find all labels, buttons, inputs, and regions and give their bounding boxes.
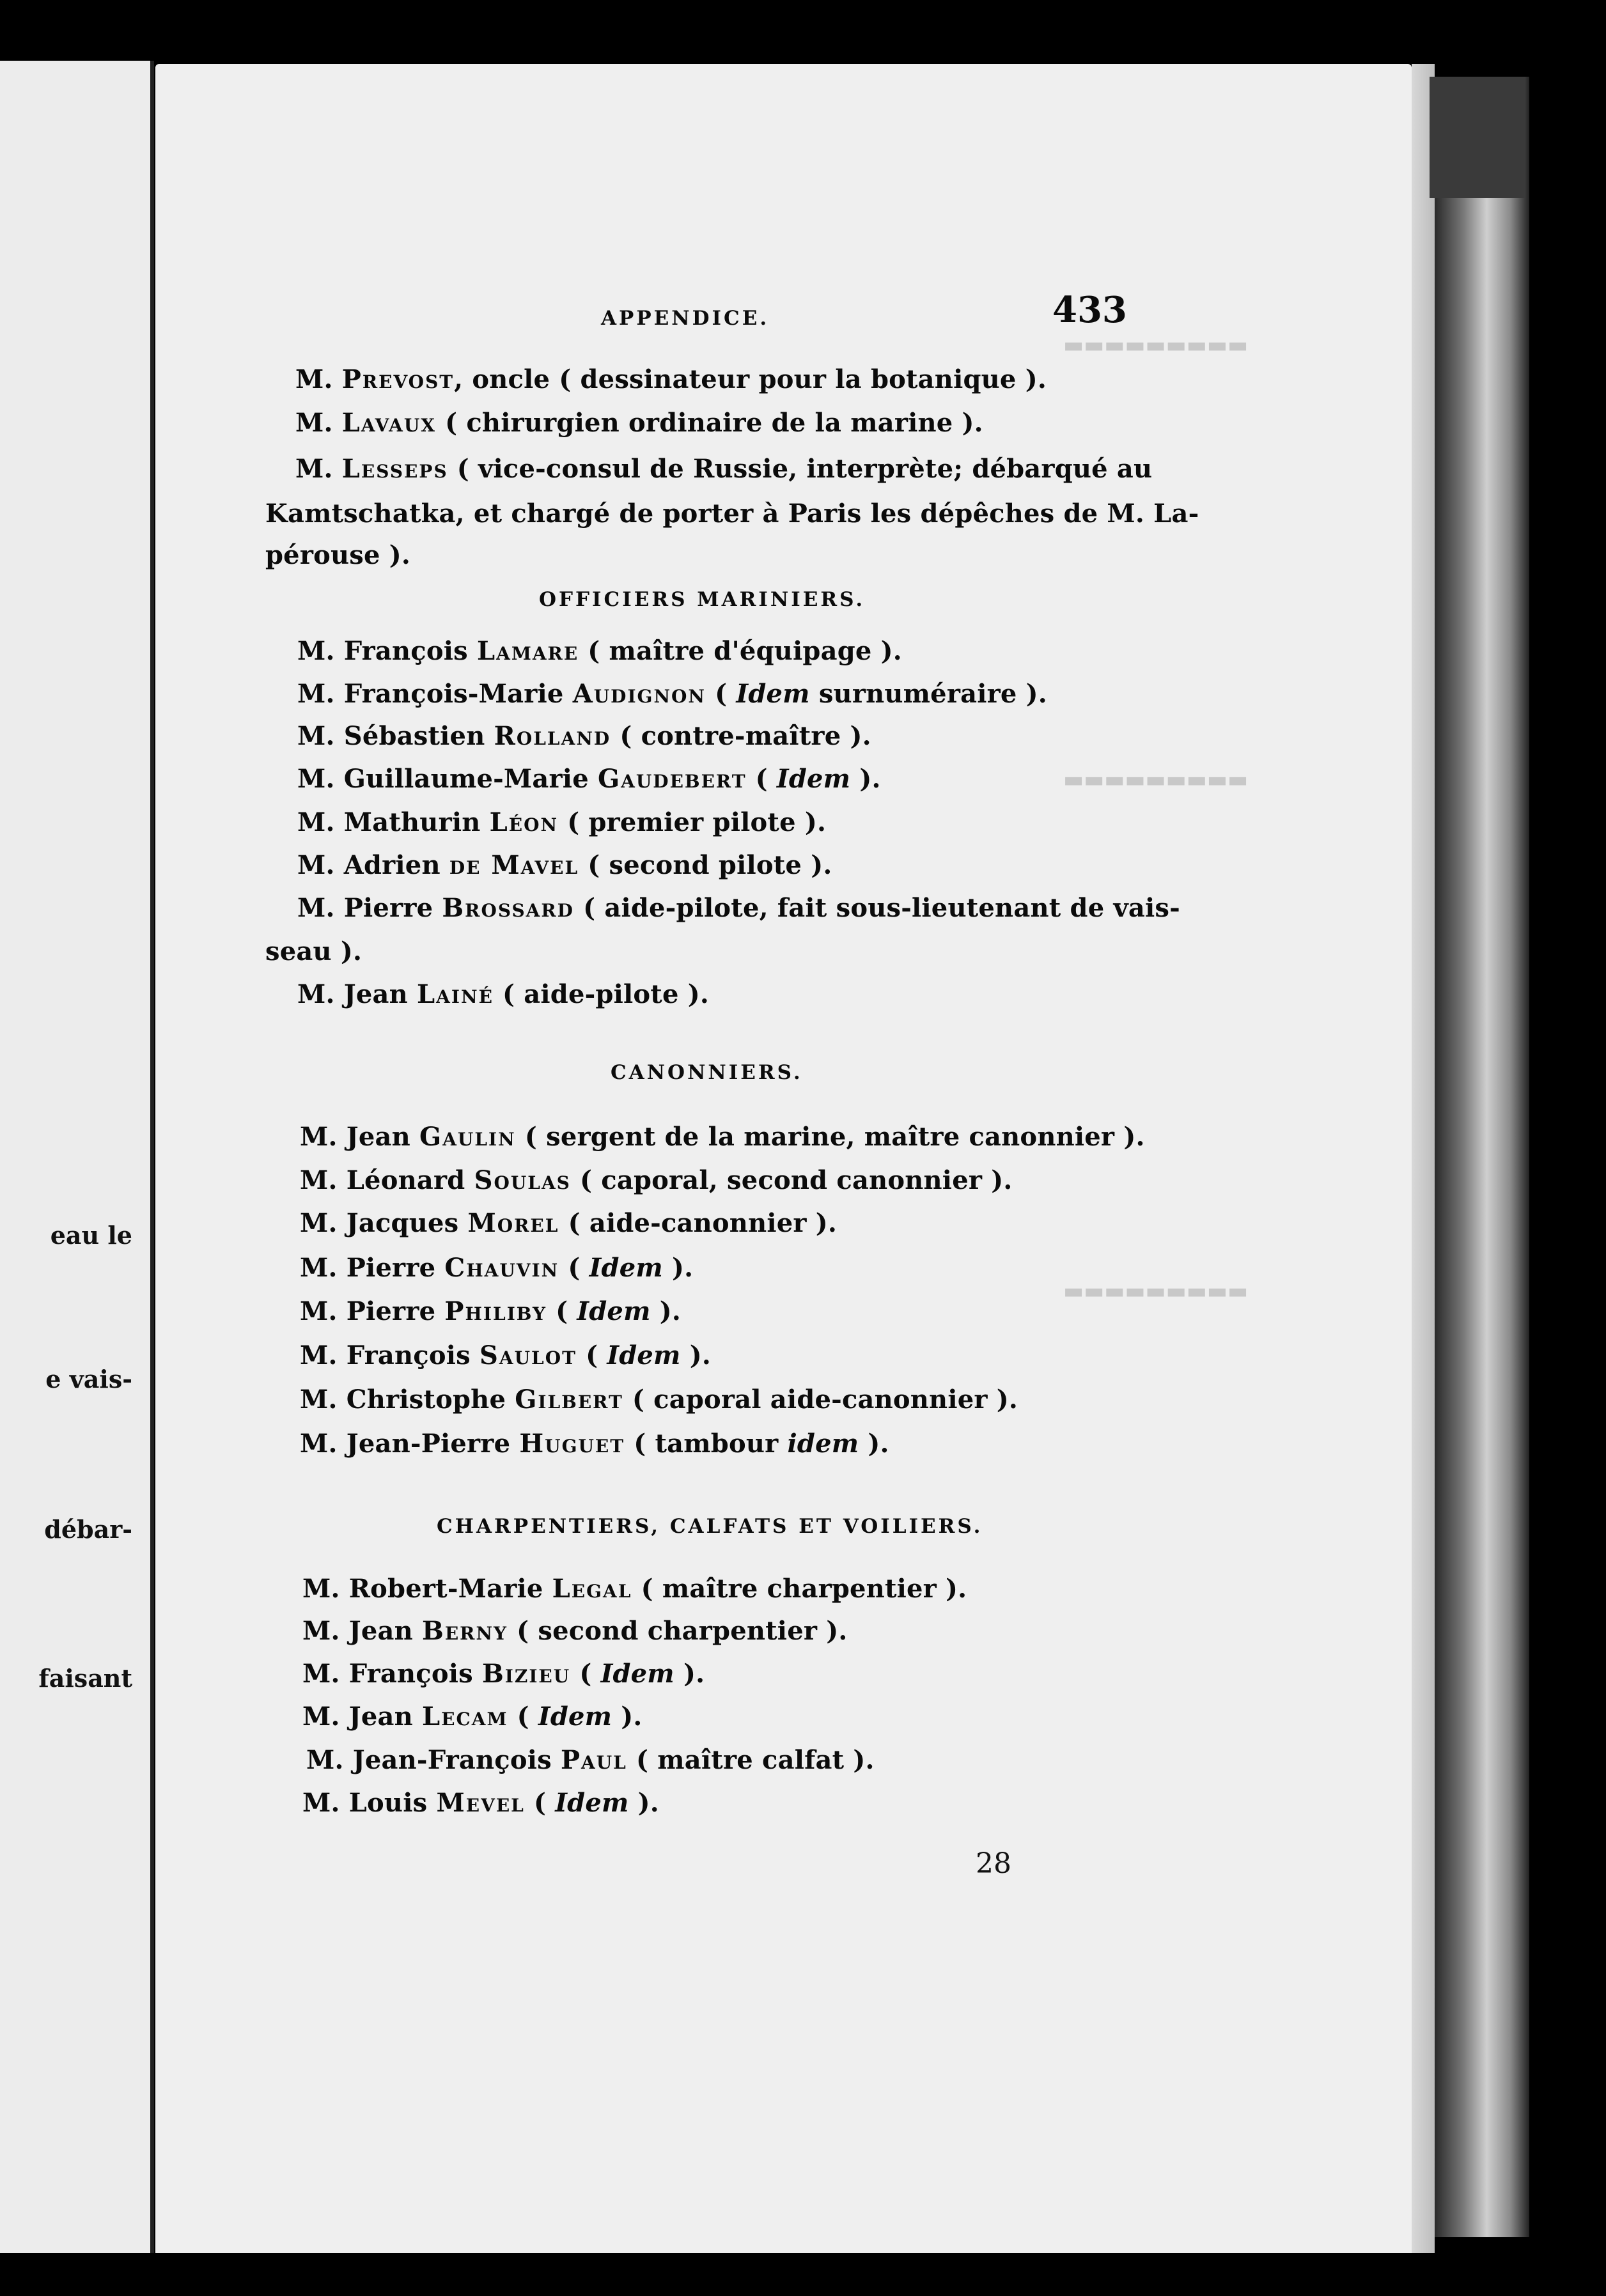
given-name: M. Sébastien <box>297 721 494 751</box>
signature-mark: 28 <box>976 1847 1011 1880</box>
entry-italic: Idem <box>736 679 810 709</box>
entry-line <box>306 1745 875 1775</box>
entry-line <box>302 1659 705 1689</box>
entry-italic: Idem <box>577 1296 651 1326</box>
surname: Brossard <box>442 893 574 923</box>
previous-page-edge <box>0 61 154 2253</box>
entry-detail: ( premier pilote ). <box>558 807 827 837</box>
entry-italic: Idem <box>589 1253 663 1283</box>
entry-detail: ( aide-canonnier ). <box>559 1208 838 1238</box>
section-heading: CHARPENTIERS, CALFATS ET VOILIERS. <box>437 1515 983 1538</box>
entry-detail: ( sergent de la marine, maître canonnier ). <box>515 1122 1145 1152</box>
entry-line <box>295 408 983 438</box>
entry-line <box>297 850 832 880</box>
entry-detail: ). <box>650 1296 681 1326</box>
entry-continuation: Kamtschatka, et chargé de porter à Paris les dépêches de M. La- <box>265 499 1199 529</box>
surname: Saulot <box>479 1340 577 1370</box>
surname: Chauvin <box>444 1253 559 1283</box>
given-name: M. Jean-Pierre <box>300 1429 520 1459</box>
left-page-fragment: faisant <box>38 1664 132 1693</box>
left-page-fragment: débar- <box>44 1515 132 1544</box>
surname: Gilbert <box>515 1385 623 1415</box>
entry-detail: ( <box>570 1659 601 1689</box>
surname: Mevel <box>436 1788 525 1818</box>
given-name: M. Jean <box>297 979 417 1009</box>
entry-detail: ( caporal, second canonnier ). <box>570 1165 1013 1195</box>
entry-detail: ( maître d'équipage ). <box>579 636 902 666</box>
surname: Léon <box>489 807 559 837</box>
entry-detail: ( <box>546 1296 577 1326</box>
book-edge <box>1435 77 1529 2237</box>
entry-italic: idem <box>787 1429 859 1459</box>
entry-italic: Idem <box>538 1702 612 1732</box>
given-name: M. Pierre <box>300 1296 445 1326</box>
surname: Bizieu <box>481 1659 571 1689</box>
entry-line <box>300 1253 693 1283</box>
surname: Prevost <box>341 364 455 394</box>
entry-italic: Idem <box>776 764 851 794</box>
entry-detail: ( vice-consul de Russie, interprète; débarqué au <box>448 454 1153 484</box>
surname: Rolland <box>494 721 611 751</box>
entry-detail: ). <box>612 1702 643 1732</box>
entry-detail: ). <box>680 1340 711 1370</box>
given-name: M. François <box>297 636 477 666</box>
entry-detail: ( <box>508 1702 538 1732</box>
surname: Gaudebert <box>597 764 747 794</box>
entry-detail: ( second charpentier ). <box>508 1616 848 1646</box>
given-name: M. Christophe <box>300 1385 515 1415</box>
given-name: M. Guillaume-Marie <box>297 764 598 794</box>
entry-prefix: M. <box>295 364 333 394</box>
page-number: 433 <box>1052 289 1127 331</box>
entry-detail: ( chirurgien ordinaire de la marine ). <box>435 408 983 438</box>
given-name: M. François <box>302 1659 482 1689</box>
surname: Huguet <box>519 1429 625 1459</box>
entry-line <box>300 1208 837 1238</box>
entry-line <box>297 807 826 837</box>
entry-detail: ). <box>674 1659 705 1689</box>
given-name: M. Pierre <box>297 893 442 923</box>
given-name: M. Jean-François <box>306 1745 561 1775</box>
surname: Paul <box>560 1745 627 1775</box>
entry-line <box>302 1702 643 1732</box>
entry-detail: ( caporal aide-canonnier ). <box>623 1385 1018 1415</box>
entry-line <box>297 764 881 794</box>
given-name: M. Jean <box>300 1122 420 1152</box>
entry-continuation: pérouse ). <box>265 540 410 570</box>
entry-detail: ( <box>524 1788 556 1818</box>
entry-italic: Idem <box>600 1659 674 1689</box>
surname: Lavaux <box>341 408 436 438</box>
surname: Lamare <box>476 636 579 666</box>
book-page <box>155 64 1412 2253</box>
given-name: M. Jacques <box>300 1208 468 1238</box>
entry-line <box>300 1385 1018 1415</box>
given-name: M. François-Marie <box>297 679 573 709</box>
given-name: M. Louis <box>302 1788 437 1818</box>
entry-detail: ( <box>706 679 737 709</box>
entry-detail: ). <box>628 1788 659 1818</box>
surname: Audignon <box>572 679 706 709</box>
entry-line <box>300 1340 711 1370</box>
entry-line <box>297 636 902 666</box>
surname: Lecam <box>422 1702 508 1732</box>
entry-italic: Idem <box>607 1340 681 1370</box>
given-name: M. Robert-Marie <box>302 1574 552 1604</box>
given-name: M. Adrien <box>297 850 449 880</box>
show-through-mark: ▬▬▬▬▬▬▬▬▬ <box>1063 767 1249 793</box>
section-heading: OFFICIERS MARINIERS. <box>539 588 866 611</box>
entry-detail: ( <box>576 1340 607 1370</box>
surname: Gaulin <box>419 1122 516 1152</box>
entry-line <box>302 1616 848 1646</box>
entry-detail: ). <box>662 1253 694 1283</box>
entry-detail: ( maître charpentier ). <box>632 1574 967 1604</box>
entry-line <box>300 1296 681 1326</box>
given-name: M. François <box>300 1340 479 1370</box>
entry-detail: , oncle ( dessinateur pour la botanique ). <box>454 364 1047 394</box>
entry-line <box>297 721 871 751</box>
entry-italic: Idem <box>555 1788 629 1818</box>
surname: Legal <box>552 1574 632 1604</box>
surname: Lainé <box>417 979 494 1009</box>
surname: Berny <box>422 1616 508 1646</box>
entry-detail: ( aide-pilote, fait sous-lieutenant de vais- <box>573 893 1180 923</box>
section-heading: CANONNIERS. <box>611 1061 803 1084</box>
given-name: M. Léonard <box>300 1165 474 1195</box>
entry-prefix: M. <box>295 408 333 438</box>
entry-line <box>300 1165 1013 1195</box>
entry-line <box>302 1574 967 1604</box>
surname: Soulas <box>474 1165 571 1195</box>
surname: Lesseps <box>341 454 448 484</box>
entry-detail: ). <box>850 764 881 794</box>
running-title: APPENDICE. <box>601 307 770 330</box>
given-name: M. Pierre <box>300 1253 445 1283</box>
entry-line <box>297 979 709 1009</box>
left-page-fragment: e vais- <box>45 1365 132 1393</box>
entry-detail: ( second pilote ). <box>579 850 832 880</box>
entry-line <box>300 1122 1145 1152</box>
surname: Philiby <box>444 1296 547 1326</box>
entry-detail: ( contre-maître ). <box>611 721 871 751</box>
entry-line <box>295 364 1047 394</box>
show-through-mark: ▬▬▬▬▬▬▬▬▬ <box>1063 1278 1249 1304</box>
book-edge-top <box>1430 77 1525 198</box>
entry-detail: ( <box>746 764 777 794</box>
entry-continuation: seau ). <box>265 936 363 966</box>
entry-line <box>302 1788 659 1818</box>
entry-line <box>300 1429 889 1459</box>
entry-line <box>297 679 1047 709</box>
given-name: M. Jean <box>302 1702 423 1732</box>
show-through-mark: ▬▬▬▬▬▬▬▬▬ <box>1063 332 1249 358</box>
entry-line <box>295 454 1152 484</box>
surname: de Mavel <box>449 850 579 880</box>
entry-detail: ( tambour <box>625 1429 788 1459</box>
entry-detail: ). <box>859 1429 889 1459</box>
entry-detail: ( aide-pilote ). <box>493 979 709 1009</box>
entry-line <box>297 893 1180 923</box>
given-name: M. Jean <box>302 1616 423 1646</box>
left-page-fragment: eau le <box>50 1221 132 1250</box>
entry-detail: surnuméraire ). <box>809 679 1047 709</box>
page-binding-shadow <box>1412 64 1435 2253</box>
given-name: M. Mathurin <box>297 807 490 837</box>
entry-detail: ( maître calfat ). <box>627 1745 875 1775</box>
surname: Morel <box>467 1208 559 1238</box>
entry-detail: ( <box>559 1253 589 1283</box>
entry-prefix: M. <box>295 454 333 484</box>
